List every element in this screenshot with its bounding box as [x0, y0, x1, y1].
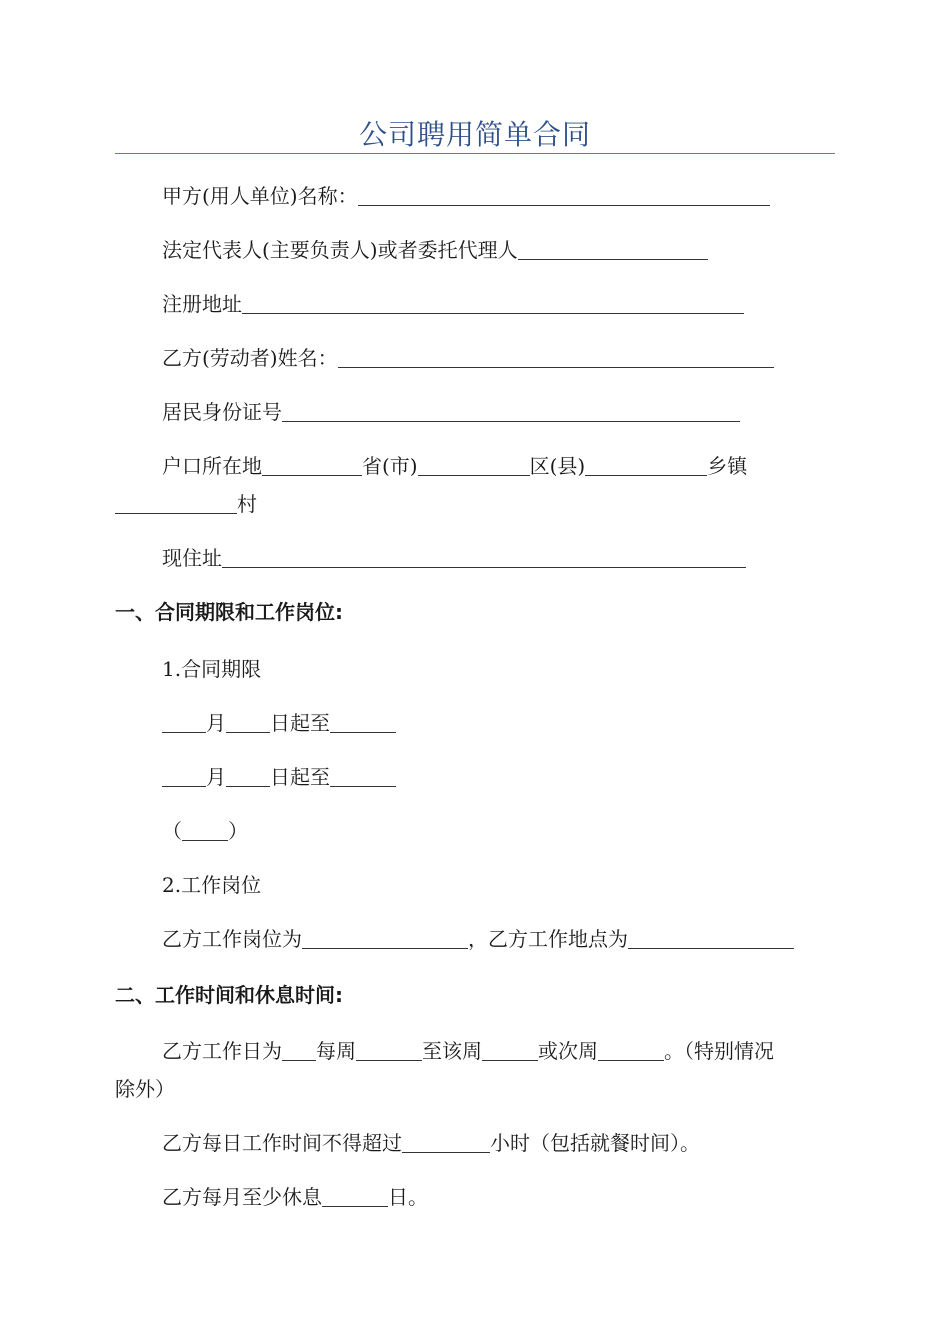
workday-label-b: 每周 [316, 1039, 356, 1063]
term-1-day-blank[interactable] [226, 712, 270, 733]
workday-label-a: 乙方工作日为 [162, 1039, 282, 1063]
workday-label-c: 至该周 [422, 1039, 482, 1063]
paren-close: ） [228, 819, 248, 843]
post-title: 2.工作岗位 [162, 873, 262, 897]
document-title: 公司聘用简单合同 [358, 118, 591, 151]
party-b-label: 乙方(劳动者)姓名： [162, 346, 338, 370]
household-line [162, 452, 747, 480]
party-b-blank[interactable] [338, 347, 774, 368]
workday-label-e: 。（特别情况 [664, 1039, 774, 1063]
post-line [162, 925, 794, 953]
post-label: 乙方工作岗位为 [162, 927, 302, 951]
party-a-blank[interactable] [358, 185, 770, 206]
province-blank[interactable] [418, 455, 530, 476]
post-blank[interactable] [302, 928, 468, 949]
household-label: 户口所在地 [162, 454, 262, 478]
village-blank[interactable] [115, 493, 237, 514]
workday-blank-1[interactable] [282, 1040, 316, 1061]
rest-label-b: 日。 [388, 1185, 428, 1209]
id-number-blank[interactable] [282, 401, 740, 422]
legal-rep-label: 法定代表人(主要负责人)或者委托代理人 [162, 238, 518, 262]
paren-open: （ [162, 819, 182, 843]
post-comma: ， [468, 927, 488, 951]
term-line-1 [162, 709, 396, 737]
legal-rep-blank[interactable] [518, 239, 708, 260]
term-1-month-label: 月 [206, 711, 226, 735]
term-2-month-blank[interactable] [162, 766, 206, 787]
workday-label-d: 或次周 [538, 1039, 598, 1063]
reg-address-blank[interactable] [242, 293, 744, 314]
workday-blank-2[interactable] [356, 1040, 422, 1061]
location-blank[interactable] [628, 928, 794, 949]
workday-blank-4[interactable] [598, 1040, 664, 1061]
workday-line-2: 除外） [115, 1077, 175, 1101]
section-1-heading: 一、合同期限和工作岗位: [115, 600, 343, 624]
section-2-heading: 二、工作时间和休息时间: [115, 983, 343, 1007]
term-paren-line [162, 817, 248, 845]
district-label: 区(县) [529, 454, 586, 478]
current-address-line [162, 544, 746, 572]
workday-line [162, 1037, 774, 1065]
household-blank-1[interactable] [262, 455, 362, 476]
hours-line [162, 1129, 700, 1157]
town-label: 乡镇 [707, 454, 748, 478]
rest-blank[interactable] [322, 1186, 388, 1207]
term-2-day-label: 日起至 [270, 765, 330, 789]
current-address-blank[interactable] [222, 547, 746, 568]
village-label: 村 [237, 492, 257, 516]
term-title: 1.合同期限 [162, 657, 262, 681]
province-label: 省(市) [362, 454, 418, 478]
term-1-day-label: 日起至 [270, 711, 330, 735]
workday-blank-3[interactable] [482, 1040, 538, 1061]
household-line-2 [115, 490, 257, 518]
title-underline [115, 153, 835, 154]
hours-label-b: 小时（包括就餐时间）。 [490, 1131, 700, 1155]
paren-blank[interactable] [182, 820, 228, 841]
term-1-end-blank[interactable] [330, 712, 396, 733]
term-2-month-label: 月 [206, 765, 226, 789]
term-1-month-blank[interactable] [162, 712, 206, 733]
reg-address-line [162, 290, 744, 318]
term-line-2 [162, 763, 396, 791]
id-number-line [162, 398, 740, 426]
term-2-day-blank[interactable] [226, 766, 270, 787]
current-address-label: 现住址 [162, 546, 222, 570]
party-b-line [162, 344, 774, 372]
hours-blank[interactable] [402, 1132, 490, 1153]
hours-label-a: 乙方每日工作时间不得超过 [162, 1131, 402, 1155]
legal-rep-line [162, 236, 708, 264]
party-a-label: 甲方(用人单位)名称： [162, 184, 358, 208]
location-label: 乙方工作地点为 [488, 927, 628, 951]
term-2-end-blank[interactable] [330, 766, 396, 787]
rest-label-a: 乙方每月至少休息 [162, 1185, 322, 1209]
reg-address-label: 注册地址 [162, 292, 242, 316]
rest-line [162, 1183, 428, 1211]
district-blank[interactable] [585, 455, 707, 476]
party-a-line [162, 182, 770, 210]
id-number-label: 居民身份证号 [162, 400, 282, 424]
